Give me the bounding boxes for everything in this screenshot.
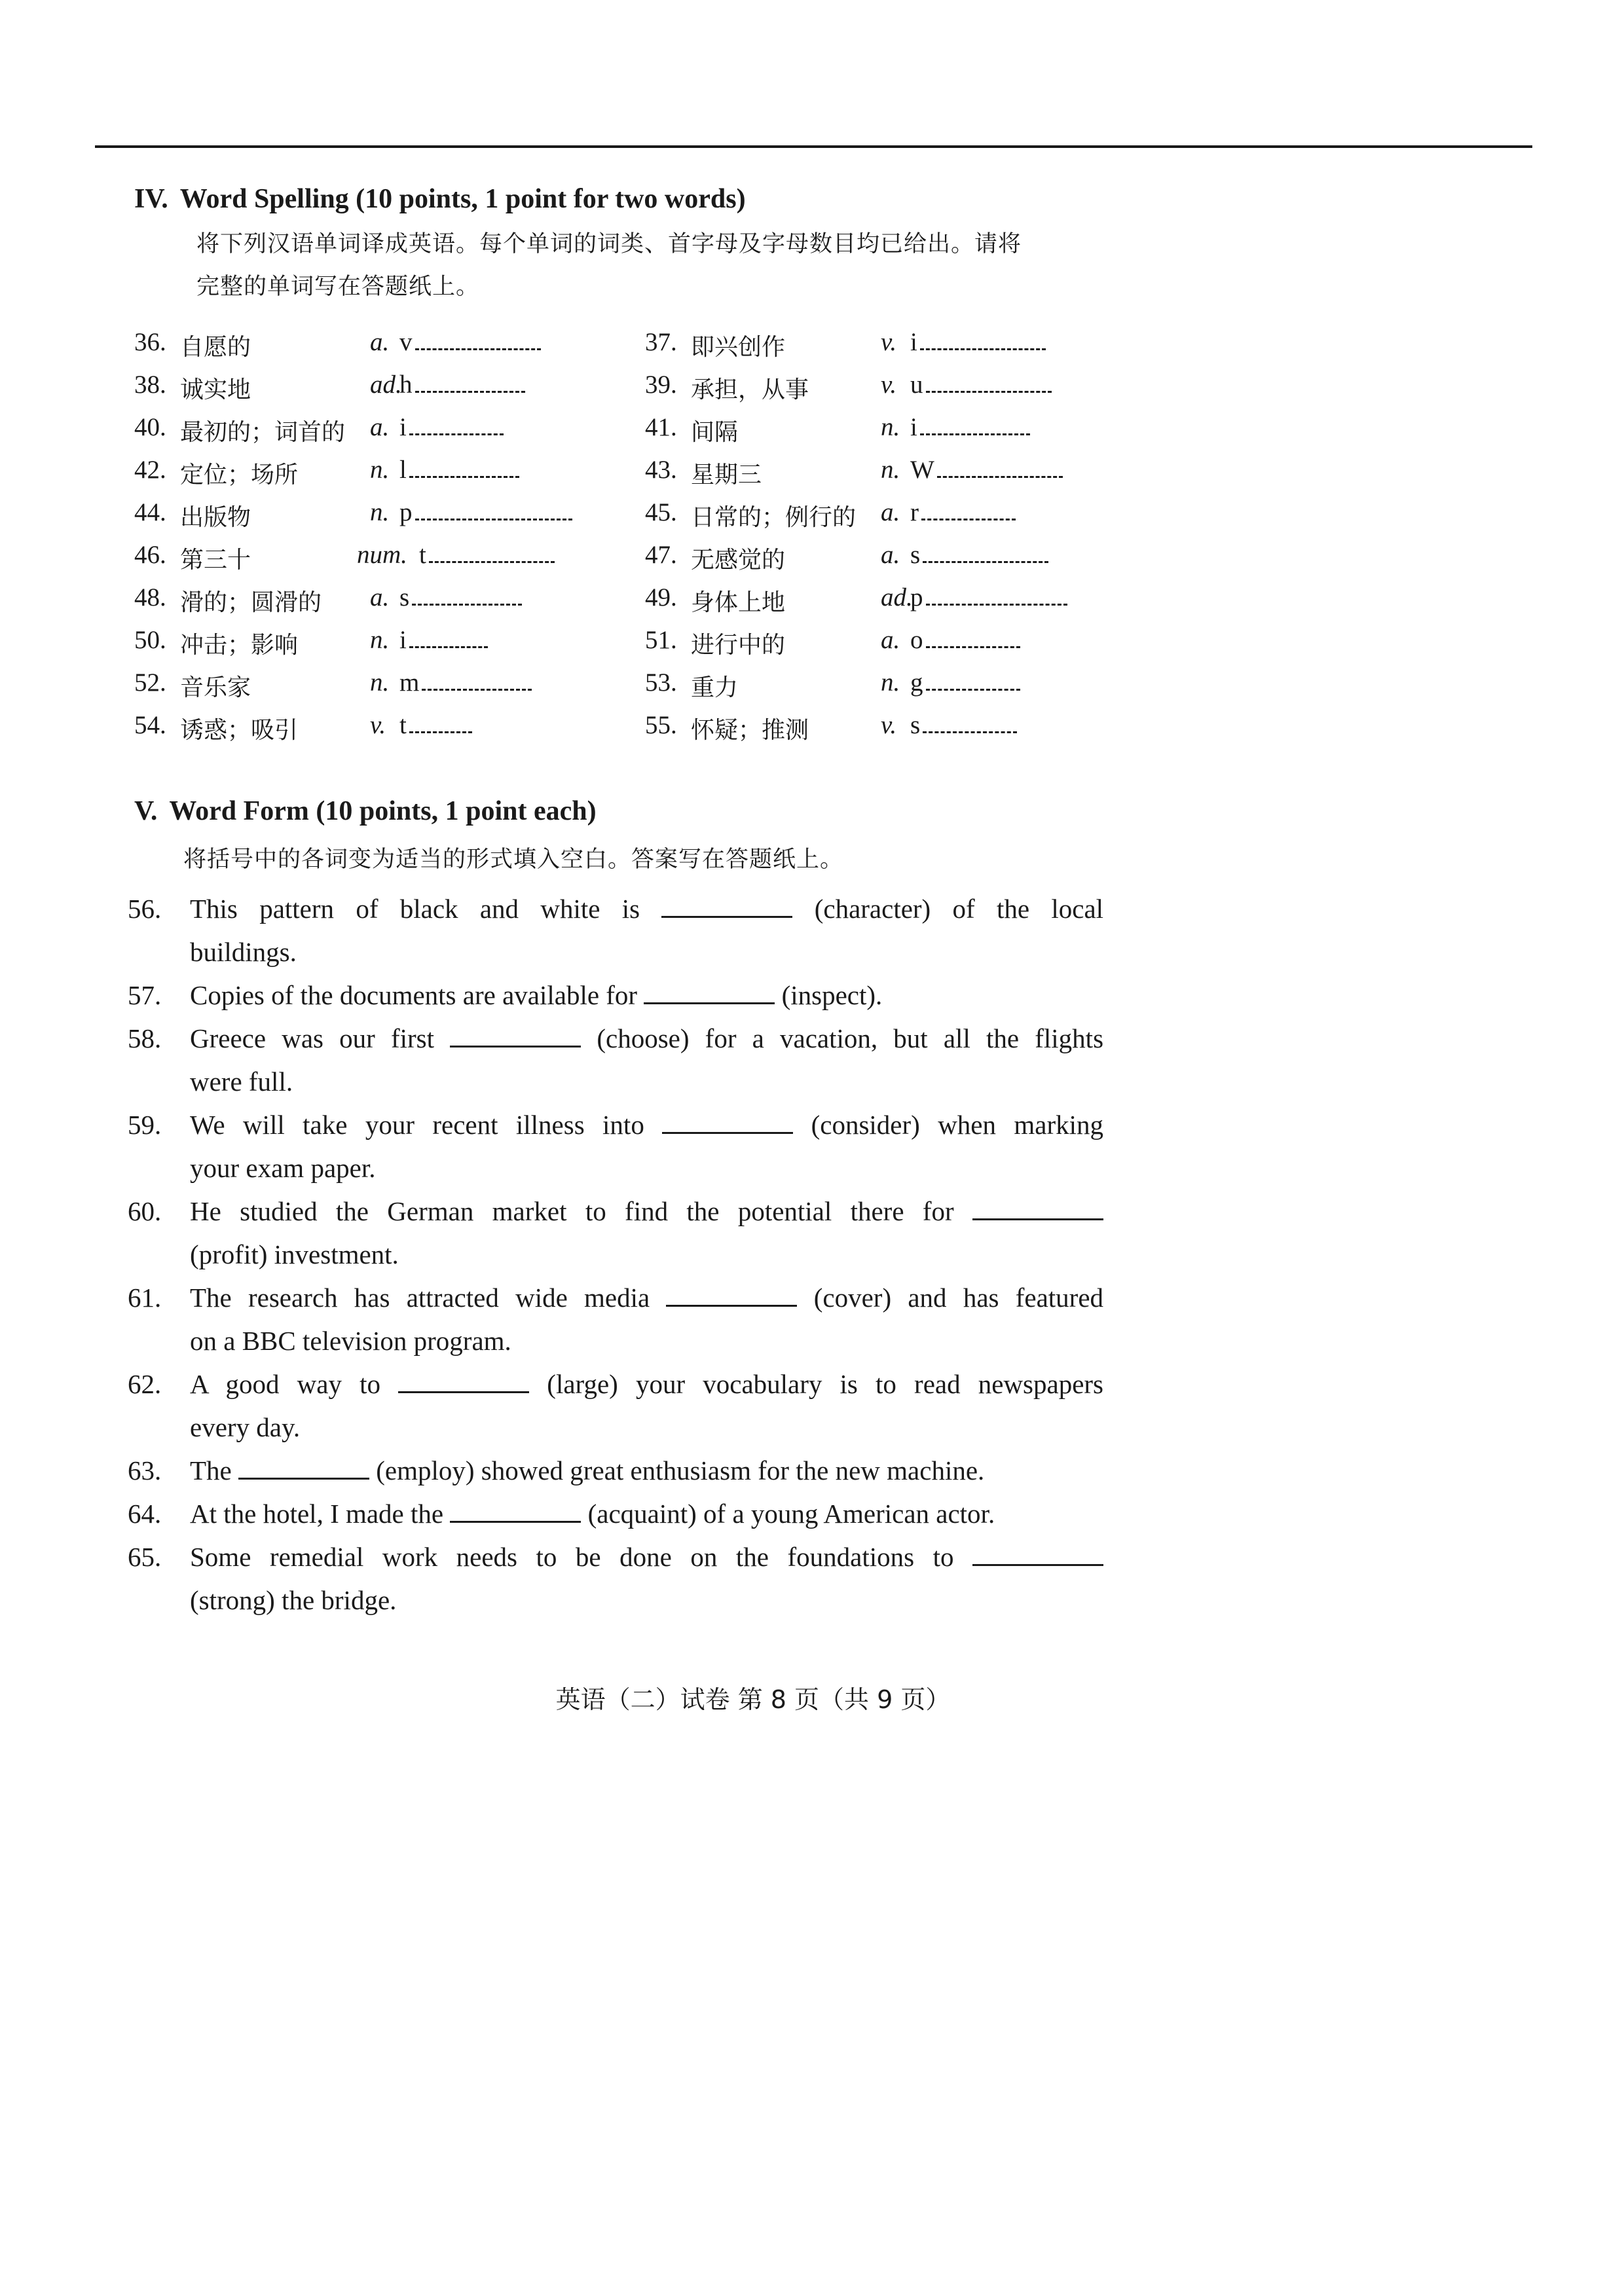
item-number: 58. xyxy=(128,1023,162,1053)
fill-blank xyxy=(662,1110,793,1134)
chinese-word: 怀疑；推测 xyxy=(691,717,809,744)
letter-blanks xyxy=(422,689,532,691)
letter-blanks xyxy=(920,348,1046,350)
item-number: 57. xyxy=(128,980,162,1010)
sentence-line xyxy=(190,1492,1103,1535)
sentence-continuation: on a BBC television program. xyxy=(190,1326,511,1356)
item-number: 45. xyxy=(645,498,677,526)
answer-blank xyxy=(910,412,1030,442)
answer-blank xyxy=(910,668,1020,697)
letter-blanks xyxy=(926,604,1067,606)
sentence-continuation: were full. xyxy=(190,1066,293,1097)
part-of-speech: n. xyxy=(370,668,390,697)
chinese-word: 进行中的 xyxy=(691,632,786,659)
part-of-speech: a. xyxy=(370,328,390,356)
first-letter: h xyxy=(399,371,413,399)
fill-blank xyxy=(450,1499,581,1523)
item-number: 39. xyxy=(645,371,677,399)
letter-blanks xyxy=(415,519,572,520)
first-letter: p xyxy=(910,583,923,611)
sentence-before: A good way to xyxy=(190,1369,380,1399)
first-letter: s xyxy=(399,583,410,611)
first-letter: t xyxy=(419,541,426,569)
first-letter: g xyxy=(910,668,923,697)
item-number: 65. xyxy=(128,1542,162,1572)
letter-blanks xyxy=(409,731,472,733)
section-v-instruction: 将括号中的各词变为适当的形式填入空白。答案写在答题纸上。 xyxy=(183,847,844,873)
first-letter: i xyxy=(399,626,407,654)
part-of-speech: ad. xyxy=(370,371,402,399)
word-form-item xyxy=(128,1535,1103,1622)
item-number: 37. xyxy=(645,328,677,356)
item-number: 54. xyxy=(134,711,166,739)
sentence-line xyxy=(190,1190,1103,1233)
letter-blanks xyxy=(415,348,541,350)
answer-blank xyxy=(399,327,541,357)
sentence-line xyxy=(190,1449,1103,1492)
answer-blank xyxy=(910,327,1046,357)
item-number: 62. xyxy=(128,1369,162,1399)
fill-blank xyxy=(450,1023,581,1048)
letter-blanks xyxy=(409,476,519,478)
fill-blank xyxy=(666,1283,797,1307)
item-number: 47. xyxy=(645,541,677,569)
sentence-continuation: (profit) investment. xyxy=(190,1239,399,1269)
letter-blanks xyxy=(926,689,1020,691)
item-number: 36. xyxy=(134,328,166,356)
sentence-after: (cover) and has featured xyxy=(813,1283,1104,1313)
word-form-item xyxy=(128,1492,1103,1535)
first-letter: o xyxy=(910,626,923,654)
word-form-item xyxy=(128,1362,1103,1449)
sentence-continuation: your exam paper. xyxy=(190,1153,376,1183)
first-letter: W xyxy=(910,456,934,484)
fill-blank xyxy=(972,1196,1103,1220)
answer-blank xyxy=(399,412,504,442)
part-of-speech: n. xyxy=(881,413,900,441)
part-of-speech: n. xyxy=(881,668,900,697)
letter-blanks xyxy=(409,433,504,435)
chinese-word: 音乐家 xyxy=(180,674,251,701)
sentence-after: (large) your vocabulary is to read newspapers xyxy=(547,1369,1104,1399)
letter-blanks xyxy=(409,646,488,648)
first-letter: u xyxy=(910,371,923,399)
word-form-item xyxy=(128,1017,1103,1103)
answer-blank xyxy=(399,625,488,655)
item-number: 61. xyxy=(128,1283,162,1313)
sentence-before: Greece was our first xyxy=(190,1023,435,1053)
item-number: 60. xyxy=(128,1196,162,1226)
part-of-speech: a. xyxy=(370,413,390,441)
chinese-word: 无感觉的 xyxy=(691,547,786,574)
item-number: 53. xyxy=(645,668,677,697)
part-of-speech: num. xyxy=(357,541,407,569)
sentence-before: Some remedial work needs to be done on the foundations to xyxy=(190,1542,954,1572)
fill-blank xyxy=(644,980,775,1004)
letter-blanks xyxy=(920,433,1030,435)
sentence-before: This pattern of black and white is xyxy=(190,894,640,924)
sentence-line xyxy=(190,1362,1103,1406)
part-of-speech: a. xyxy=(881,626,900,654)
letter-blanks xyxy=(923,561,1048,563)
part-of-speech: v. xyxy=(881,328,897,356)
item-number: 40. xyxy=(134,413,166,441)
chinese-word: 星期三 xyxy=(691,462,762,488)
section-v-title xyxy=(134,795,597,827)
sentence-after: (inspect). xyxy=(781,980,883,1010)
first-letter: p xyxy=(399,498,413,526)
part-of-speech: a. xyxy=(881,541,900,569)
chinese-word: 最初的；词首的 xyxy=(180,419,346,446)
answer-blank xyxy=(910,540,1048,570)
chinese-word: 冲击；影响 xyxy=(180,632,299,659)
letter-blanks xyxy=(921,519,1016,520)
chinese-word: 身体上地 xyxy=(691,589,786,616)
chinese-word: 重力 xyxy=(691,674,739,701)
answer-blank xyxy=(419,540,555,570)
word-form-item xyxy=(128,1449,1103,1492)
word-form-item xyxy=(128,1190,1103,1276)
answer-blank xyxy=(399,498,572,527)
letter-blanks xyxy=(415,391,525,393)
fill-blank xyxy=(238,1455,369,1480)
item-number: 59. xyxy=(128,1110,162,1140)
sentence-line xyxy=(190,1276,1103,1319)
fill-blank xyxy=(398,1369,529,1393)
first-letter: i xyxy=(910,413,917,441)
section-v-heading: Word Form (10 points, 1 point each) xyxy=(169,796,597,826)
item-number: 46. xyxy=(134,541,166,569)
part-of-speech: n. xyxy=(370,498,390,526)
first-letter: r xyxy=(910,498,919,526)
item-number: 41. xyxy=(645,413,677,441)
item-number: 38. xyxy=(134,371,166,399)
answer-blank xyxy=(910,710,1017,740)
section-v-number: V. xyxy=(134,796,158,826)
sentence-line xyxy=(190,887,1103,930)
chinese-word: 间隔 xyxy=(691,419,739,446)
item-number: 52. xyxy=(134,668,166,697)
item-number: 56. xyxy=(128,894,162,924)
part-of-speech: v. xyxy=(881,371,897,399)
sentence-before: The research has attracted wide media xyxy=(190,1283,650,1313)
word-form-item xyxy=(128,1103,1103,1190)
item-number: 43. xyxy=(645,456,677,484)
word-form-item xyxy=(128,1276,1103,1362)
item-number: 63. xyxy=(128,1455,162,1485)
letter-blanks xyxy=(937,476,1063,478)
sentence-before: At the hotel, I made the xyxy=(190,1499,444,1529)
first-letter: s xyxy=(910,541,921,569)
chinese-word: 滑的；圆滑的 xyxy=(180,589,322,616)
item-number: 50. xyxy=(134,626,166,654)
answer-blank xyxy=(910,625,1020,655)
first-letter: i xyxy=(399,413,407,441)
first-letter: v xyxy=(399,328,413,356)
part-of-speech: a. xyxy=(881,498,900,526)
part-of-speech: n. xyxy=(370,456,390,484)
first-letter: i xyxy=(910,328,917,356)
chinese-word: 日常的；例行的 xyxy=(691,504,857,531)
section-iv-heading: Word Spelling (10 points, 1 point for two words) xyxy=(179,184,746,214)
first-letter: s xyxy=(910,711,921,739)
footer-text: 英语（二）试卷 第 8 页（共 9 页） xyxy=(555,1685,951,1714)
sentence-line xyxy=(190,1103,1103,1146)
section-iv-instruction-line2: 完整的单词写在答题纸上。 xyxy=(196,274,480,300)
part-of-speech: n. xyxy=(370,626,390,654)
item-number: 48. xyxy=(134,583,166,611)
chinese-word: 即兴创作 xyxy=(691,334,786,361)
chinese-word: 定位；场所 xyxy=(180,462,299,488)
sentence-after: (choose) for a vacation, but all the flights xyxy=(597,1023,1104,1053)
sentence-continuation: (strong) the bridge. xyxy=(190,1585,397,1615)
chinese-word: 自愿的 xyxy=(180,334,251,361)
part-of-speech: v. xyxy=(370,711,386,739)
sentence-line xyxy=(190,1017,1103,1060)
section-iv-number: IV. xyxy=(134,184,168,214)
item-number: 55. xyxy=(645,711,677,739)
answer-blank xyxy=(399,583,522,612)
sentence-before: He studied the German market to find the potential there for xyxy=(190,1196,954,1226)
item-number: 51. xyxy=(645,626,677,654)
answer-blank xyxy=(910,370,1052,399)
part-of-speech: v. xyxy=(881,711,897,739)
fill-blank xyxy=(972,1542,1103,1566)
sentence-continuation: buildings. xyxy=(190,937,297,967)
chinese-word: 出版物 xyxy=(180,504,251,531)
item-number: 42. xyxy=(134,456,166,484)
answer-blank xyxy=(399,455,519,484)
sentence-after: (employ) showed great enthusiasm for the new machine. xyxy=(376,1455,985,1485)
answer-blank xyxy=(399,370,525,399)
part-of-speech: a. xyxy=(370,583,390,611)
first-letter: t xyxy=(399,711,407,739)
letter-blanks xyxy=(412,604,522,606)
letter-blanks xyxy=(926,391,1052,393)
sentence-after: (character) of the local xyxy=(814,894,1104,924)
chinese-word: 诱惑；吸引 xyxy=(180,717,299,744)
section-iv-title xyxy=(134,183,746,215)
answer-blank xyxy=(399,710,472,740)
part-of-speech: ad. xyxy=(881,583,913,611)
letter-blanks xyxy=(429,561,555,563)
first-letter: m xyxy=(399,668,420,697)
answer-blank xyxy=(910,455,1063,484)
sentence-before: The xyxy=(190,1455,232,1485)
first-letter: l xyxy=(399,456,407,484)
sentence-before: Copies of the documents are available for xyxy=(190,980,638,1010)
item-number: 49. xyxy=(645,583,677,611)
word-form-item xyxy=(128,974,1103,1017)
sentence-before: We will take your recent illness into xyxy=(190,1110,644,1140)
part-of-speech: n. xyxy=(881,456,900,484)
item-number: 44. xyxy=(134,498,166,526)
chinese-word: 第三十 xyxy=(180,547,251,574)
sentence-line xyxy=(190,1535,1103,1578)
letter-blanks xyxy=(923,731,1017,733)
answer-blank xyxy=(399,668,532,697)
sentence-after: (consider) when marking xyxy=(811,1110,1104,1140)
fill-blank xyxy=(661,894,792,918)
answer-blank xyxy=(910,498,1016,527)
chinese-word: 诚实地 xyxy=(180,376,251,403)
letter-blanks xyxy=(926,646,1020,648)
page-footer xyxy=(0,1679,1624,1715)
section-iv-instruction-line1: 将下列汉语单词译成英语。每个单词的词类、首字母及字母数目均已给出。请将 xyxy=(196,231,1022,257)
item-number: 64. xyxy=(128,1499,162,1529)
sentence-line xyxy=(190,974,1103,1017)
sentence-continuation: every day. xyxy=(190,1412,301,1442)
header-rule xyxy=(95,145,1532,148)
sentence-after: (acquaint) of a young American actor. xyxy=(587,1499,995,1529)
answer-blank xyxy=(910,583,1067,612)
word-form-item xyxy=(128,887,1103,974)
chinese-word: 承担，从事 xyxy=(691,376,809,403)
